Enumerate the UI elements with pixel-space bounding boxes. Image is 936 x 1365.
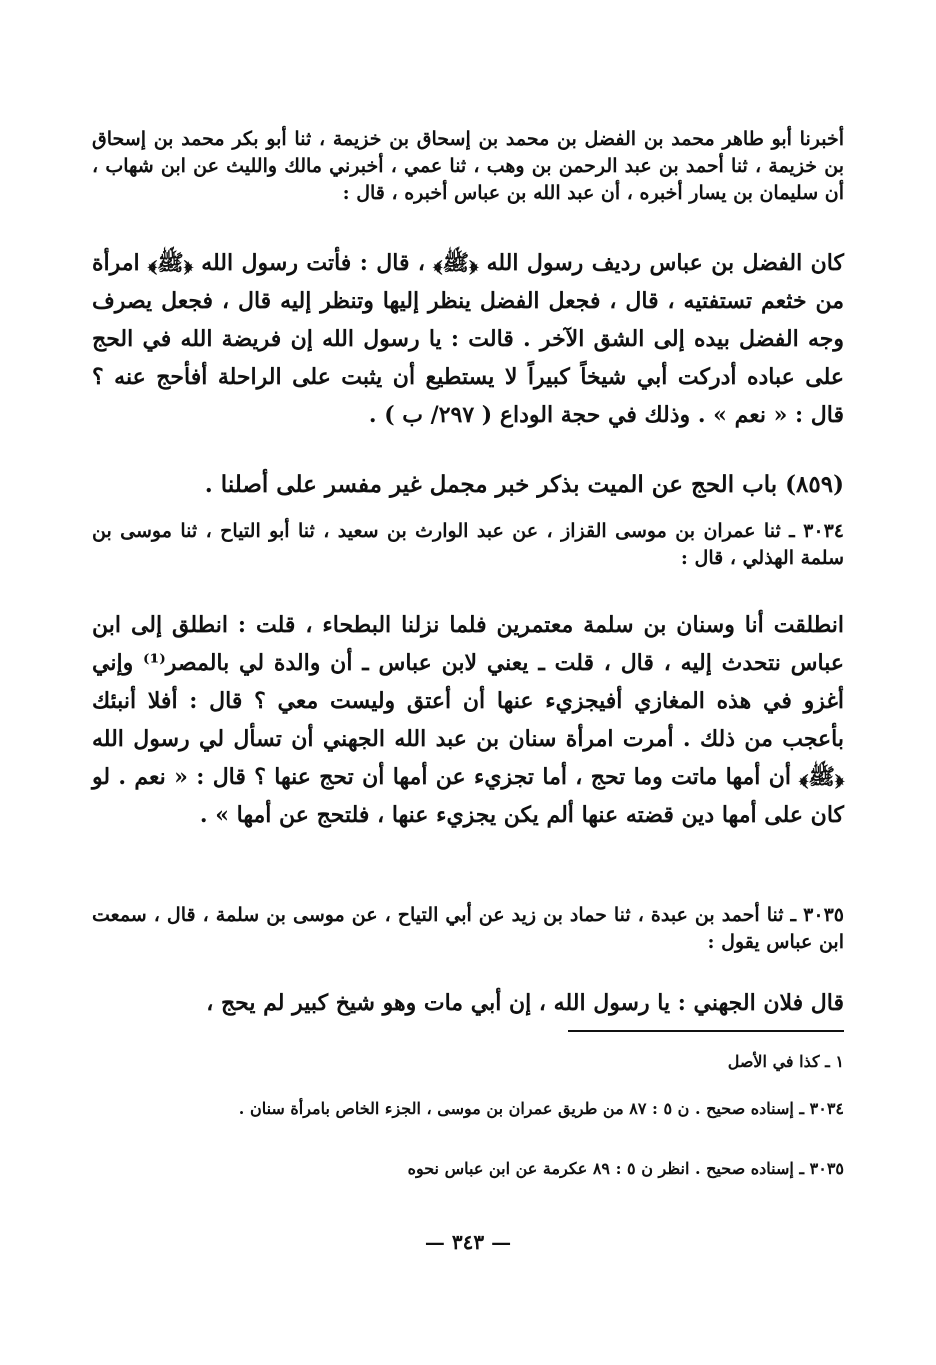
footnote-divider <box>568 1030 844 1032</box>
page-number: — ٣٤٣ — <box>424 1230 512 1254</box>
footnote-3035: ٣٠٣٥ ـ إسناده صحيح . انظر ن ٥ : ٨٩ عكرمة عن ابن عباس نحوه <box>407 1159 844 1178</box>
matn-paragraph-3035: قال فلان الجهني : يا رسول الله ، إن أبي مات وهو شيخ كبير لم يحج ، <box>206 990 844 1016</box>
matn-paragraph-3034: انطلقت أنا وسنان بن سلمة معتمرين فلما نزلنا البطحاء ، قلت : انطلق إلى ابن عباس نتحدث إليه ، قال ، قلت ـ يعني لابن عباس ـ أن والدة لي بالمصر⁽¹⁾ وإني أغزو في هذه المغازي أفيجزيء عنها أن أعتق وليست معي ؟ قال : أفلا أنبئك بأعجب من ذلك . أمرت امرأة سنان بن عبد الله الجهني أن تسأل لي رسول الله ﴿ﷺ﴾ أن أمها ماتت وما تحج ، أما تجزيء عن أمها أن تحج عنها ؟ قال : « نعم . لو كان على أمها دين قضته عنها ألم يكن يجزيء عنها ، فلتحج عن أمها » . <box>92 612 844 828</box>
footnote-3034: ٣٠٣٤ ـ إسناده صحيح . ن ٥ : ٨٧ من طريق عمران بن موسى ، الجزء الخاص بامرأة سنان . <box>238 1099 844 1118</box>
chapter-heading: (٨٥٩) باب الحج عن الميت بذكر خبر مجمل غير مفسر على أصلنا . <box>204 471 844 498</box>
isnad-paragraph-3035: ٣٠٣٥ ـ ثنا أحمد بن عبدة ، ثنا حماد بن زيد عن أبي التياح ، عن موسى بن سلمة ، قال ، سمعت ابن عباس يقول : <box>92 904 844 953</box>
footnote-1: ١ ـ كذا في الأصل <box>727 1052 844 1071</box>
isnad-paragraph-3034: ٣٠٣٤ ـ ثنا عمران بن موسى القزاز ، عن عبد الوارث بن سعيد ، ثنا أبو التياح ، ثنا موسى بن سلمة الهذلي ، قال : <box>92 520 844 569</box>
isnad-paragraph-1: أخبرنا أبو طاهر محمد بن الفضل بن محمد بن إسحاق بن خزيمة ، ثنا أبو بكر محمد بن إسحاق بن خزيمة ، ثنا أحمد بن عبد الرحمن بن وهب ، ثنا عمي ، أخبرني مالك والليث عن ابن شهاب ، أن سليمان بن يسار أخبره ، أن عبد الله بن عباس أخبره ، قال : <box>92 128 845 204</box>
matn-paragraph-1: كان الفضل بن عباس رديف رسول الله ﴿ﷺ﴾ ، قال : فأتت رسول الله ﴿ﷺ﴾ امرأة من خثعم تستفتيه ، قال ، فجعل الفضل ينظر إليها وتنظر إليه قال ، فجعل يصرف وجه الفضل بيده إلى الشق الآخر . قالت : يا رسول الله إن فريضة الله في الحج على عباده أدركت أبي شيخاً كبيراً لا يستطيع أن يثبت على الراحلة أفأحج عنه ؟ قال : « نعم » . وذلك في حجة الوداع ( ٢٩٧/ ب ) . <box>92 250 844 428</box>
